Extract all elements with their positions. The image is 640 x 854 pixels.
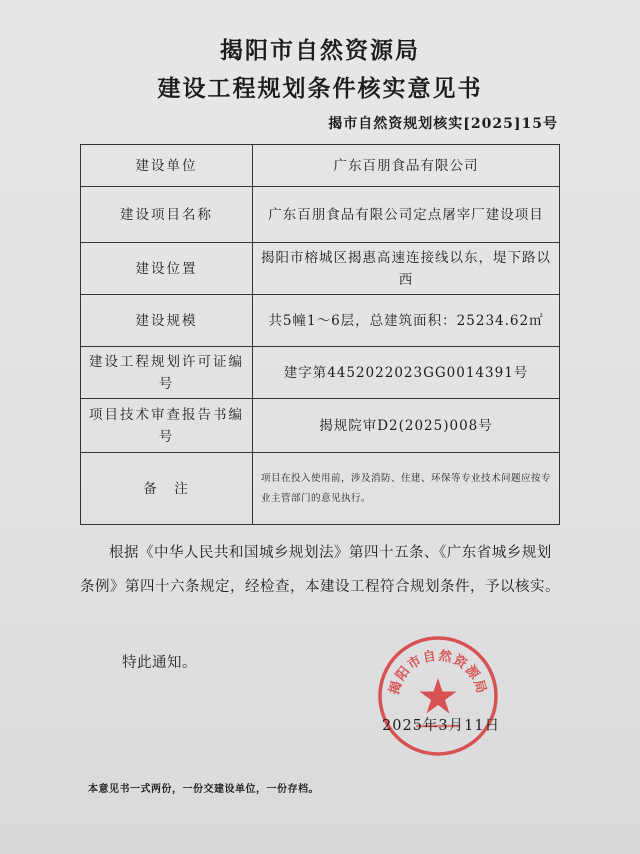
row-value: 共5幢1～6层，总建筑面积：25234.62㎡ xyxy=(253,295,560,347)
row-label: 备 注 xyxy=(81,453,253,525)
issuer-title: 揭阳市自然资源局 xyxy=(220,37,420,64)
row-value: 揭规院审D2(2025)008号 xyxy=(253,399,560,453)
document-title: 建设工程规划条件核实意见书 xyxy=(157,75,483,102)
row-value: 广东百朋食品有限公司 xyxy=(253,145,560,187)
table-row xyxy=(81,243,560,295)
seal-text: 揭阳市自然资源局 xyxy=(387,648,489,697)
row-value: 建字第4452022023GG0014391号 xyxy=(253,347,560,399)
row-label: 建设位置 xyxy=(81,243,253,295)
issue-date: 2025年3月11日 xyxy=(382,718,501,734)
footer-note: 本意见书一式两份，一份交建设单位，一份存档。 xyxy=(88,784,319,795)
row-value: 项目在投入使用前，涉及消防、住建、环保等专业技术问题应按专业主管部门的意见执行。 xyxy=(253,453,560,525)
row-value: 广东百朋食品有限公司定点屠宰厂建设项目 xyxy=(253,187,560,243)
document-number: 揭市自然资规划核实[2025]15号 xyxy=(328,116,558,132)
row-value: 揭阳市榕城区揭惠高速连接线以东，堤下路以西 xyxy=(253,243,560,295)
row-label: 建设工程规划许可证编号 xyxy=(81,347,253,399)
table-row xyxy=(81,145,560,187)
table-row xyxy=(81,187,560,243)
closing-paragraph: 特此通知。 xyxy=(122,655,197,671)
info-table xyxy=(80,144,560,525)
row-label: 项目技术审查报告书编号 xyxy=(81,399,253,453)
table-row xyxy=(81,295,560,347)
row-label: 建设项目名称 xyxy=(81,187,253,243)
table-row xyxy=(81,399,560,453)
row-label: 建设规模 xyxy=(81,295,253,347)
table-row xyxy=(81,347,560,399)
body-paragraph: 根据《中华人民共和国城乡规划法》第四十五条、《广东省城乡规划条例》第四十六条规定，经检查，本建设工程符合规划条件，予以核实。 xyxy=(80,545,560,595)
official-seal-icon xyxy=(376,634,500,758)
row-label: 建设单位 xyxy=(81,145,253,187)
table-row xyxy=(81,453,560,525)
